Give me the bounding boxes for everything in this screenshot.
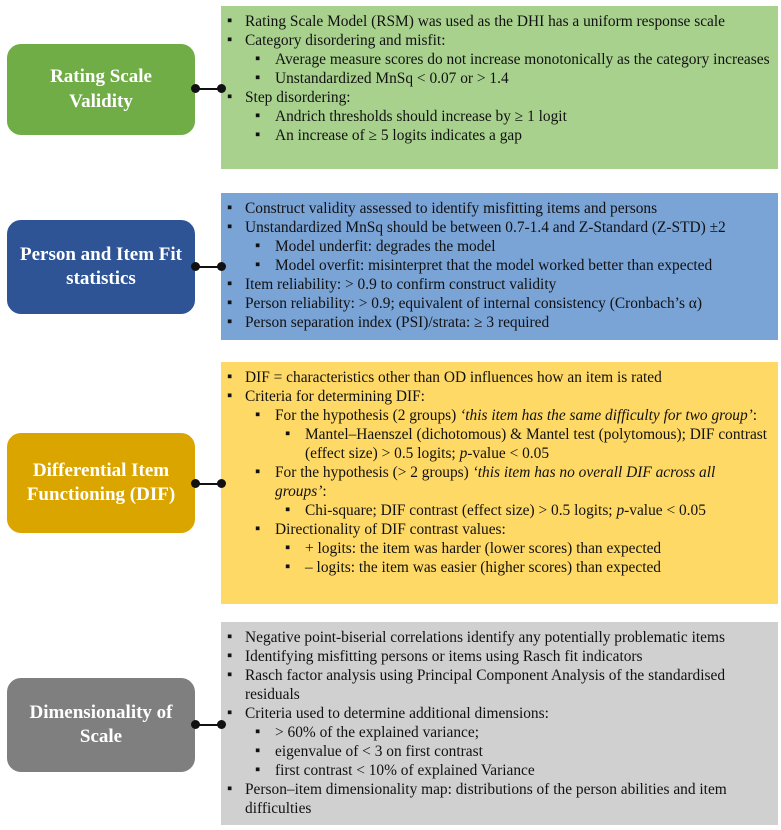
panel-rating-scale-validity	[221, 6, 778, 169]
label-dif	[7, 433, 195, 533]
bullet-text: Person reliability: > 0.9; equivalent of internal consistency (Cronbach’s α)	[245, 295, 702, 312]
bullet-square-icon	[255, 69, 260, 89]
bullet-square-icon	[255, 50, 260, 70]
bullet-item	[227, 50, 770, 69]
bullet-text: Rasch factor analysis using Principal Component Analysis of the standardised residuals	[245, 667, 726, 703]
bullet-text: eigenvalue of < 3 on first contrast	[275, 743, 483, 760]
bullet-square-icon	[227, 780, 232, 800]
bullet-text-suffix: -value < 0.05	[467, 445, 550, 462]
label-title: Differential Item Functioning (DIF)	[26, 459, 176, 505]
connector-dot	[217, 720, 226, 729]
bullet-text: Unstandardized MnSq should be between 0.7-1.4 and Z-Standard (Z-STD) ±2	[245, 219, 726, 236]
bullet-square-icon	[285, 425, 290, 445]
bullet-text: Step disordering:	[245, 89, 351, 106]
bullet-italic-text: ‘this item has no overall DIF across all groups’	[275, 464, 716, 500]
bullet-item	[227, 723, 770, 742]
bullet-square-icon	[227, 88, 232, 108]
label-person-item-fit	[7, 220, 195, 314]
bullet-item	[227, 126, 770, 145]
bullet-text: > 60% of the explained variance;	[275, 724, 479, 741]
connector-dot	[191, 720, 200, 729]
bullet-text: Rating Scale Model (RSM) was used as the DHI has a uniform response scale	[245, 13, 725, 30]
bullet-item	[227, 199, 770, 218]
bullet-text: An increase of ≥ 5 logits indicates a gap	[275, 127, 522, 144]
bullet-square-icon	[255, 256, 260, 276]
label-title: Rating Scale Validity	[50, 66, 152, 112]
label-dimensionality	[7, 678, 195, 772]
bullet-square-icon	[227, 218, 232, 238]
bullet-text: Model overfit: misinterpret that the model worked better than expected	[275, 257, 713, 274]
bullet-item	[227, 761, 770, 780]
bullet-item	[227, 501, 770, 520]
bullet-item	[227, 275, 770, 294]
bullet-text: Andrich thresholds should increase by ≥ 1 logit	[275, 108, 567, 125]
bullet-item	[227, 704, 770, 723]
bullet-square-icon	[227, 275, 232, 295]
bullet-text: Chi-square; DIF contrast (effect size) > 0.5 logits;	[305, 502, 617, 519]
bullet-square-icon	[255, 126, 260, 146]
bullet-square-icon	[227, 387, 232, 407]
bullet-italic-text: p	[459, 445, 468, 462]
bullet-item	[227, 12, 770, 31]
bullet-item	[227, 256, 770, 275]
bullet-square-icon	[227, 31, 232, 51]
bullet-text: Directionality of DIF contrast values:	[275, 521, 506, 538]
bullet-square-icon	[255, 742, 260, 762]
bullet-text: Item reliability: > 0.9 to confirm construct validity	[245, 276, 557, 293]
bullet-text: Average measure scores do not increase monotonically as the category increases	[275, 51, 770, 68]
connector-dot	[217, 479, 226, 488]
bullet-square-icon	[285, 501, 290, 521]
connector-dot	[217, 84, 226, 93]
bullet-square-icon	[255, 723, 260, 743]
bullet-item	[227, 539, 770, 558]
bullet-text: For the hypothesis (2 groups)	[275, 407, 461, 424]
label-title: Dimensionality of Scale	[29, 701, 173, 747]
bullet-square-icon	[227, 628, 232, 648]
panel-person-item-fit	[221, 193, 778, 340]
bullet-text: DIF = characteristics other than OD influences how an item is rated	[245, 369, 662, 386]
bullet-square-icon	[285, 558, 290, 578]
bullet-italic-text: p	[616, 502, 625, 519]
bullet-text: Person separation index (PSI)/strata: ≥ 3 required	[245, 314, 550, 331]
panel-dimensionality	[221, 622, 778, 825]
bullet-text: Criteria used to determine additional dimensions:	[245, 705, 549, 722]
bullet-item	[227, 780, 770, 818]
bullet-item	[227, 31, 770, 50]
bullet-square-icon	[227, 313, 232, 333]
bullet-square-icon	[227, 199, 232, 219]
bullet-item	[227, 387, 770, 406]
bullet-italic-text: ‘this item has the same difficulty for two group’	[460, 407, 753, 424]
bullet-item	[227, 520, 770, 539]
bullet-square-icon	[255, 107, 260, 127]
bullet-text: – logits: the item was easier (higher scores) than expected	[305, 559, 661, 576]
bullet-text: Construct validity assessed to identify misfitting items and persons	[245, 200, 658, 217]
label-title: Person and Item Fit statistics	[19, 243, 182, 289]
bullet-item	[227, 558, 770, 577]
bullet-square-icon	[255, 406, 260, 426]
connector-dot	[217, 262, 226, 271]
bullet-item	[227, 368, 770, 387]
bullet-square-icon	[227, 704, 232, 724]
bullet-item	[227, 294, 770, 313]
label-rating-scale-validity	[7, 44, 195, 135]
bullet-item	[227, 666, 770, 704]
connector-dot	[191, 262, 200, 271]
bullet-item	[227, 463, 770, 501]
bullet-text: + logits: the item was harder (lower scores) than expected	[305, 540, 662, 557]
bullet-text: Unstandardized MnSq < 0.07 or > 1.4	[275, 70, 509, 87]
bullet-item	[227, 742, 770, 761]
bullet-text-suffix: :	[752, 407, 758, 424]
bullet-square-icon	[255, 520, 260, 540]
bullet-square-icon	[227, 647, 232, 667]
connector-dot	[191, 479, 200, 488]
bullet-item	[227, 237, 770, 256]
bullet-square-icon	[227, 666, 232, 686]
bullet-text-suffix: :	[322, 483, 327, 500]
bullet-text: For the hypothesis (> 2 groups)	[275, 464, 473, 481]
bullet-square-icon	[285, 539, 290, 559]
bullet-text-suffix: -value < 0.05	[624, 502, 706, 519]
bullet-square-icon	[255, 463, 260, 483]
bullet-item	[227, 107, 770, 126]
bullet-square-icon	[255, 237, 260, 257]
bullet-text: Category disordering and misfit:	[245, 32, 446, 49]
panel-dif	[221, 362, 778, 604]
bullet-item	[227, 88, 770, 107]
connector-dot	[191, 84, 200, 93]
bullet-text: Identifying misfitting persons or items using Rasch fit indicators	[245, 648, 643, 665]
bullet-square-icon	[255, 761, 260, 781]
bullet-item	[227, 425, 770, 463]
bullet-text: Model underfit: degrades the model	[275, 238, 496, 255]
bullet-text: Negative point-biserial correlations identify any potentially problematic items	[245, 629, 725, 646]
bullet-item	[227, 406, 770, 425]
bullet-item	[227, 313, 770, 332]
bullet-text: Mantel–Haenszel (dichotomous) & Mantel test (polytomous); DIF contrast (effect size) > 0.5 logits;	[305, 426, 768, 462]
bullet-square-icon	[227, 12, 232, 32]
bullet-square-icon	[227, 368, 232, 388]
bullet-item	[227, 218, 770, 237]
bullet-text: first contrast < 10% of explained Variance	[275, 762, 535, 779]
bullet-square-icon	[227, 294, 232, 314]
bullet-text: Criteria for determining DIF:	[245, 388, 425, 405]
bullet-text: Person–item dimensionality map: distributions of the person abilities and item difficulties	[245, 781, 727, 817]
bullet-item	[227, 69, 770, 88]
bullet-item	[227, 628, 770, 647]
bullet-item	[227, 647, 770, 666]
